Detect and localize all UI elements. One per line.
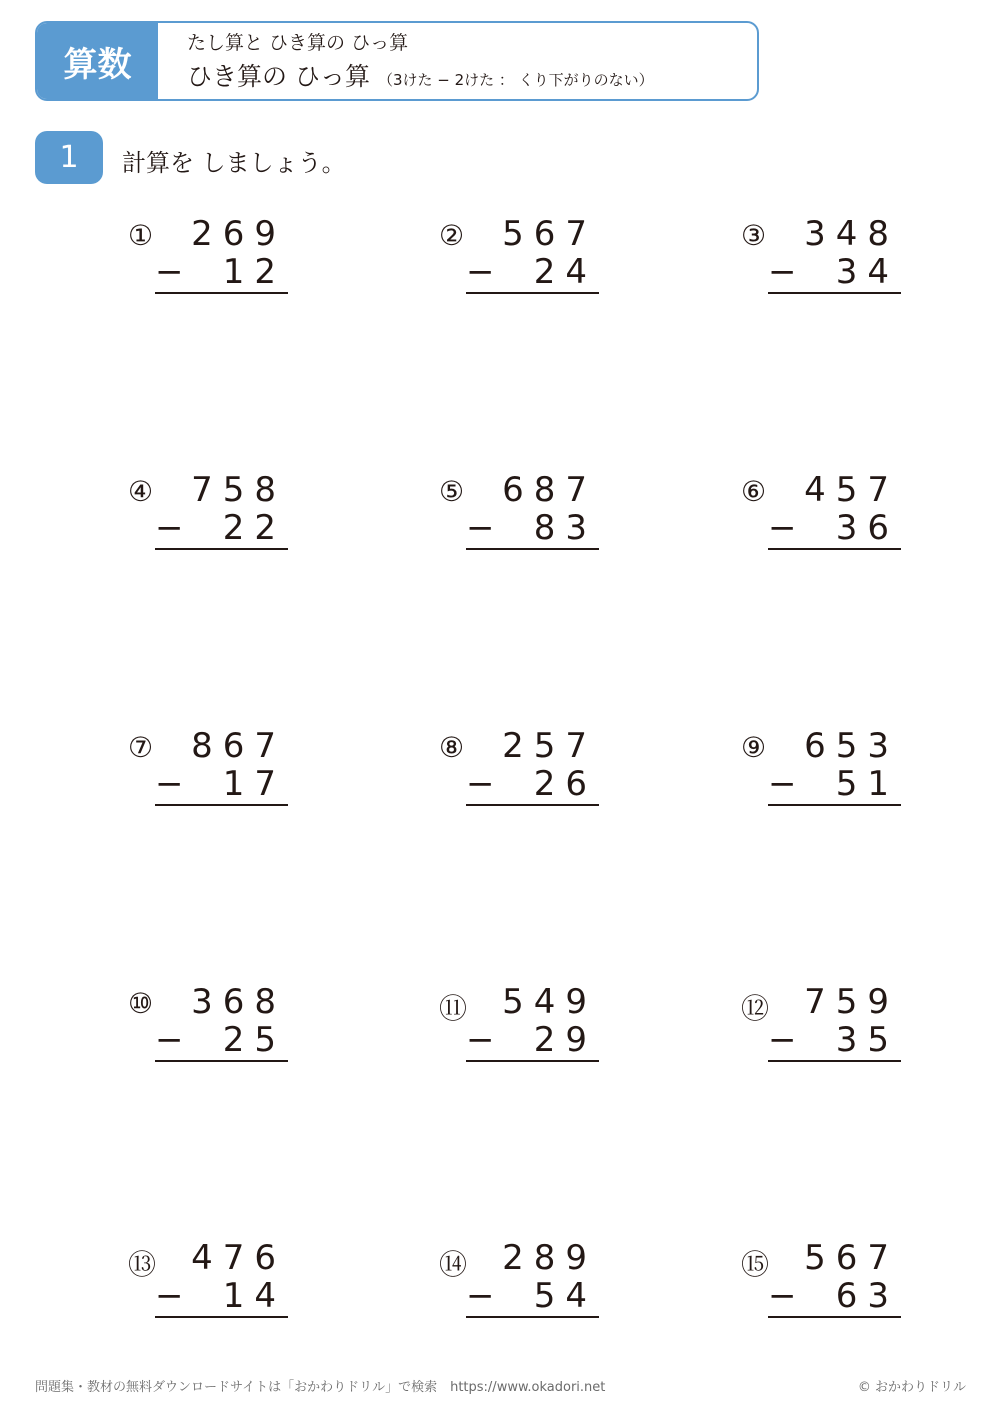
answer-line [155, 804, 288, 806]
problem-number: ⑤ [439, 475, 465, 508]
subtrahend: 12 [222, 252, 286, 292]
minuend: 687 [502, 470, 597, 510]
answer-line [155, 1316, 288, 1318]
problem-number: ⑫ [741, 992, 770, 1025]
answer-line [466, 804, 599, 806]
worksheet-title: ひき算の ひっ算 [187, 62, 370, 91]
minus-sign: − [768, 1276, 797, 1316]
minuend: 653 [804, 726, 899, 766]
minus-sign: − [155, 1276, 184, 1316]
minuend: 289 [502, 1238, 597, 1278]
minuend: 567 [502, 214, 597, 254]
minus-sign: − [466, 764, 495, 804]
minus-sign: − [155, 1020, 184, 1060]
problem-number: ⑥ [741, 475, 767, 508]
answer-line [466, 1060, 599, 1062]
problem-number: ⑧ [439, 731, 465, 764]
minus-sign: − [768, 1020, 797, 1060]
minus-sign: − [466, 252, 495, 292]
minus-sign: − [466, 1020, 495, 1060]
problem-number: ④ [128, 475, 154, 508]
minus-sign: − [155, 508, 184, 548]
answer-line [768, 804, 901, 806]
question-number-badge: 1 [35, 131, 103, 184]
minus-sign: − [768, 252, 797, 292]
problem-item [128, 471, 288, 553]
problem-number: ⑦ [128, 731, 154, 764]
worksheet-header [35, 21, 759, 101]
problem-number: ② [439, 219, 465, 252]
problem-item [128, 983, 288, 1065]
minus-sign: − [768, 508, 797, 548]
problem-item [439, 983, 599, 1065]
problem-item [439, 471, 599, 553]
answer-line [155, 1060, 288, 1062]
minuend: 368 [191, 982, 286, 1022]
problem-number: ⑭ [439, 1248, 468, 1281]
answer-line [768, 1060, 901, 1062]
subtrahend: 25 [222, 1020, 286, 1060]
footer-site-note: 問題集・教材の無料ダウンロードサイトは「おかわりドリル」で検索 https://www.okadori.net [35, 1380, 606, 1395]
problem-item [741, 1239, 901, 1321]
problem-item [128, 1239, 288, 1321]
minuend: 567 [804, 1238, 899, 1278]
minuend: 348 [804, 214, 899, 254]
footer-copyright: © おかわりドリル [857, 1380, 966, 1395]
problem-item [439, 727, 599, 809]
subtrahend: 83 [533, 508, 597, 548]
subtrahend: 14 [222, 1276, 286, 1316]
problem-item [741, 215, 901, 297]
problem-number: ③ [741, 219, 767, 252]
problem-number: ⑬ [128, 1248, 157, 1281]
minuend: 549 [502, 982, 597, 1022]
subtrahend: 22 [222, 508, 286, 548]
problem-item [439, 215, 599, 297]
title-line [187, 57, 654, 93]
minus-sign: − [466, 1276, 495, 1316]
minuend: 867 [191, 726, 286, 766]
minuend: 758 [191, 470, 286, 510]
minuend: 476 [191, 1238, 286, 1278]
problem-item [128, 215, 288, 297]
title-area [187, 31, 654, 93]
minuend: 269 [191, 214, 286, 254]
answer-line [768, 548, 901, 550]
minuend: 457 [804, 470, 899, 510]
subtrahend: 51 [835, 764, 899, 804]
problem-number: ⑮ [741, 1248, 770, 1281]
worksheet-subtitle: （3けた − 2けた ： くり下がりのない） [377, 71, 654, 89]
minus-sign: − [466, 508, 495, 548]
minus-sign: − [155, 764, 184, 804]
problem-item [741, 471, 901, 553]
problem-number: ⑨ [741, 731, 767, 764]
instruction-text: 計算を しましょう。 [122, 149, 346, 177]
problem-item [741, 727, 901, 809]
minus-sign: − [155, 252, 184, 292]
answer-line [155, 292, 288, 294]
answer-line [466, 1316, 599, 1318]
answer-line [155, 548, 288, 550]
subtrahend: 34 [835, 252, 899, 292]
answer-line [768, 1316, 901, 1318]
minus-sign: − [768, 764, 797, 804]
minuend: 257 [502, 726, 597, 766]
subject-tag: 算数 [37, 23, 158, 99]
subtrahend: 54 [533, 1276, 597, 1316]
series-title: たし算と ひき算の ひっ算 [187, 32, 409, 54]
subtrahend: 63 [835, 1276, 899, 1316]
answer-line [466, 292, 599, 294]
problem-item [128, 727, 288, 809]
subtrahend: 36 [835, 508, 899, 548]
subtrahend: 26 [533, 764, 597, 804]
subtrahend: 29 [533, 1020, 597, 1060]
problem-number: ⑩ [128, 987, 154, 1020]
subtrahend: 35 [835, 1020, 899, 1060]
subtrahend: 24 [533, 252, 597, 292]
minuend: 759 [804, 982, 899, 1022]
problem-item [439, 1239, 599, 1321]
answer-line [768, 292, 901, 294]
problem-item [741, 983, 901, 1065]
problem-number: ① [128, 219, 154, 252]
subtrahend: 17 [222, 764, 286, 804]
answer-line [466, 548, 599, 550]
problem-number: ⑪ [439, 992, 468, 1025]
